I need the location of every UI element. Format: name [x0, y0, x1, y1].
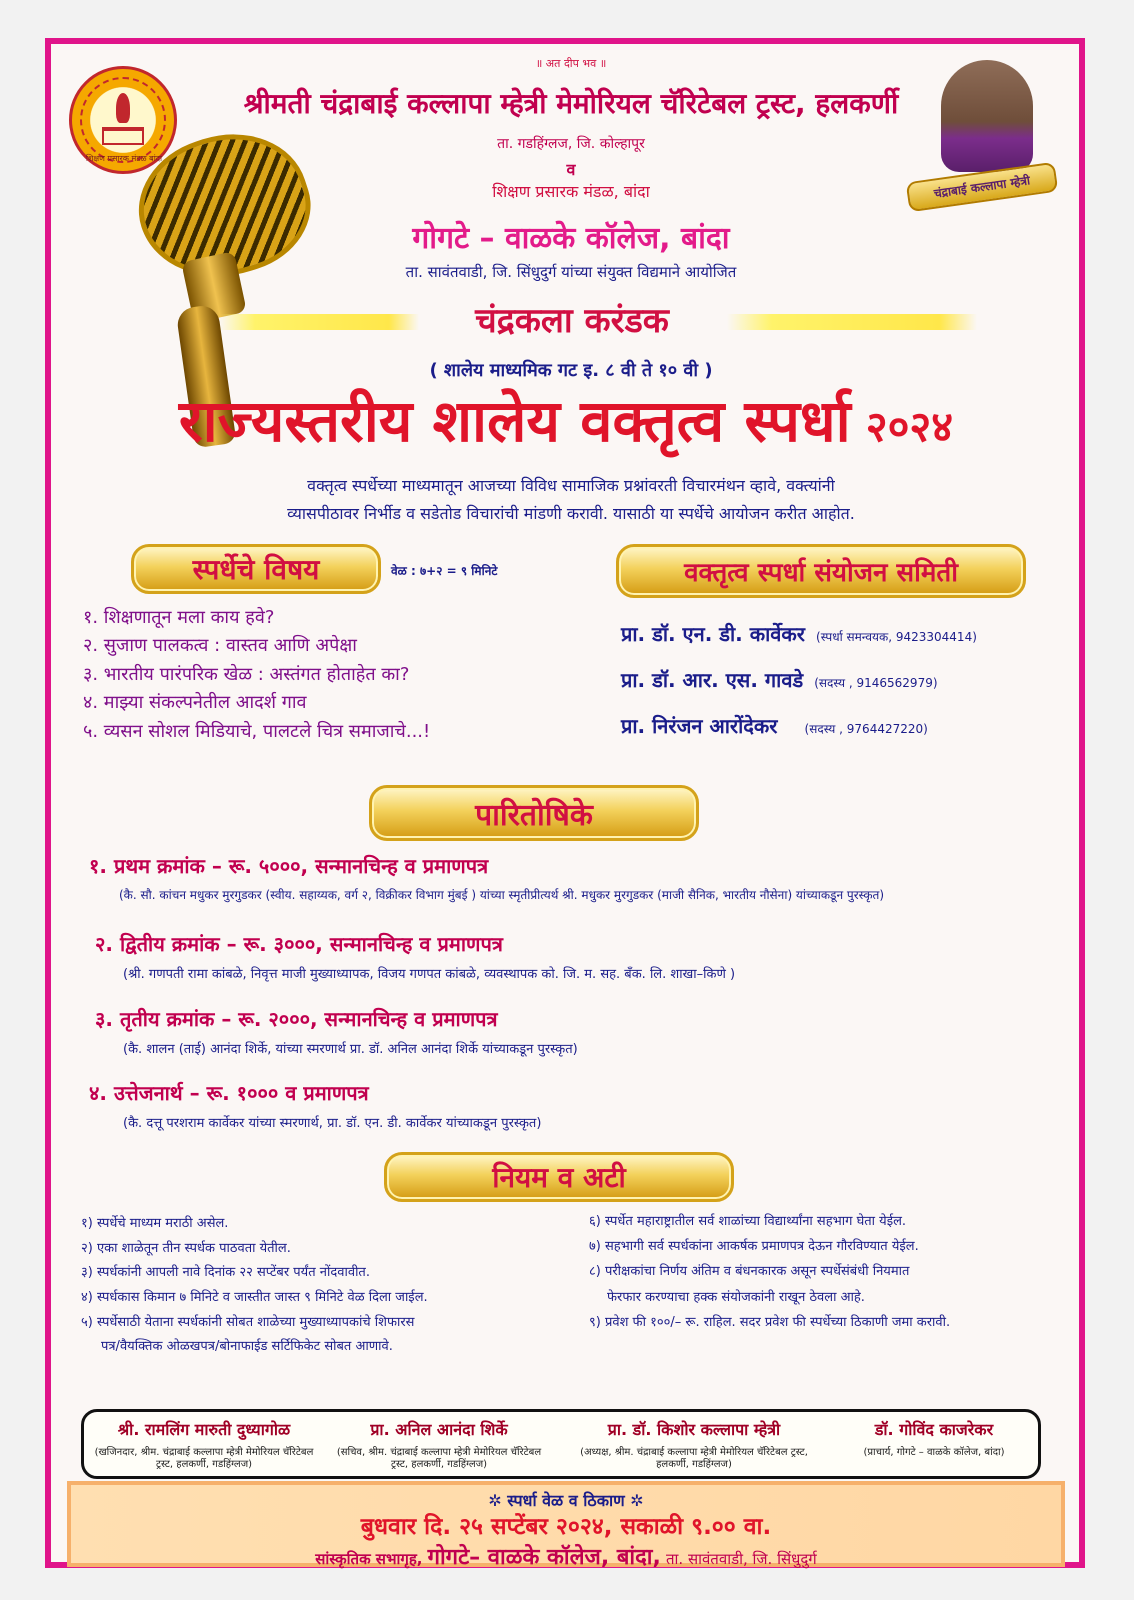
signatory: [329, 1422, 549, 1470]
group-text: ( शालेय माध्यमिक गट इ. ८ वी ते १० वी ): [429, 360, 713, 381]
prize-title: २. द्वितीय क्रमांक – रू. ३०००, सन्मानचिन्ह व प्रमाणपत्र: [95, 932, 503, 956]
venue-date: बुधवार दि. २५ सप्टेंबर २०२४, सकाळी ९.०० वा.: [360, 1514, 772, 1540]
member-role: (सदस्य , 9146562979): [814, 676, 938, 690]
rule-item: १) स्पर्धेचे माध्यम मराठी असेल.: [81, 1216, 229, 1231]
prize-item: [89, 1079, 1064, 1153]
rules-right: [589, 1209, 1069, 1335]
committee-member: [621, 712, 1071, 758]
and-text: व: [566, 160, 576, 179]
trust-address: ता. गडहिंग्लज, जि. कोल्हापूर: [497, 136, 645, 152]
time-limit: वेळ : ७+२ = ९ मिनिटे: [391, 564, 498, 578]
topic-item: ४. माझ्या संकल्पनेतील आदर्श गाव: [83, 692, 307, 714]
topic-item: १. शिक्षणातून मला काय हवे?: [83, 607, 275, 628]
signatory-desc: (खजिनदार, श्रीम. चंद्राबाई कल्लापा म्हेत्री मेमोरियल चॅरिटेबल ट्रस्ट, हलकर्णी, गडहिंग्लज): [94, 1446, 314, 1470]
rule-item: ३) स्पर्धकांनी आपली नावे दिनांक २२ सप्टेंबर पर्यंत नोंदवावीत.: [81, 1265, 370, 1281]
prize-item: [89, 930, 1064, 1005]
rules-left: [81, 1212, 561, 1360]
committee-heading: [616, 544, 1026, 598]
topic-item: ३. भारतीय पारंपरिक खेळ : अस्तंगत होताहेत का?: [83, 663, 410, 685]
motto: ॥ अत दीप भव ॥: [535, 57, 607, 70]
logo-text: शिक्षण प्रसारक मंडळ बांदा: [85, 154, 163, 163]
description: [111, 472, 1031, 528]
rules-heading-text: नियम व अटी: [492, 1161, 626, 1194]
signatory-name: प्रा. डॉ. किशोर कल्लापा म्हेत्री: [607, 1420, 781, 1439]
venue-band: [67, 1481, 1065, 1570]
committee-member: [621, 620, 1071, 666]
rule-item: २) एका शाळेतून तीन स्पर्धक पाठवता येतील.: [81, 1240, 291, 1256]
prize-title: ४. उत्तेजनार्थ – रू. १००० व प्रमाणपत्र: [89, 1081, 369, 1105]
venue-place-prefix: सांस्कृतिक सभागृह,: [315, 1550, 423, 1568]
signatory-desc: (सचिव, श्रीम. चंद्राबाई कल्लापा म्हेत्री मेमोरियल चॅरिटेबल ट्रस्ट, हलकर्णी, गडहिंग्लज): [336, 1446, 542, 1470]
signatory-desc: (प्राचार्य, गोगटे – वाळके कॉलेज, बांदा): [863, 1446, 1005, 1458]
member-name: प्रा. डॉ. आर. एस. गावडे: [621, 668, 804, 692]
signatory-name: डॉ. गोविंद काजरेकर: [874, 1420, 994, 1439]
prizes-list: [89, 852, 1064, 1153]
subtitle: चंद्रकला करंडक: [475, 301, 669, 341]
topics-heading: [131, 544, 381, 594]
rule-item: ४) स्पर्धकास किमान ७ मिनिटे व जास्तीत जास्त ९ मिनिटे वेळ दिला जाईल.: [81, 1290, 428, 1306]
venue-place-name: गोगटे– वाळके कॉलेज, बांदा,: [427, 1545, 661, 1570]
prize-item: [89, 852, 1064, 930]
trust-title: श्रीमती चंद्राबाई कल्लापा म्हेत्री मेमोरियल चॅरिटेबल ट्रस्ट, हलकर्णी: [243, 87, 899, 120]
prize-sponsor: (कै. सौ. कांचन मधुकर मुरगुडकर (स्वीय. सहाय्यक, वर्ग २, विक्रीकर विभाग मुंबई ) यांच्या स्मृतीप्रीत्यर्थ श्री. मधुकर मुरगुडकर (माजी सैनिक, भारतीय नौसेना) यांच्याकडून पुरस्कृत): [119, 888, 885, 902]
rule-item: ६) स्पर्धेत महाराष्ट्रातील सर्व शाळांच्या विद्यार्थ्यांना सहभाग घेता येईल.: [589, 1214, 907, 1229]
description-line-2: व्यासपीठावर निर्भीड व सडेतोड विचारांची मांडणी करावी. यासाठी या स्पर्धेचे आयोजन करीत आहोत.: [287, 504, 855, 523]
prize-item: [89, 1005, 1064, 1079]
signatory: [94, 1422, 314, 1470]
committee-heading-text: वक्तृत्व स्पर्धा संयोजन समिती: [684, 558, 958, 588]
portrait-caption: चंद्राबाई कल्लापा म्हेत्री: [906, 162, 1059, 213]
venue-heading: ✲ स्पर्धा वेळ व ठिकाण ✲: [488, 1491, 644, 1510]
main-title-text: राज्यस्तरीय शालेय वक्तृत्व स्पर्धा: [178, 387, 851, 455]
main-title: [91, 387, 1041, 455]
decor-bar-right: [727, 314, 977, 330]
signatories-box: [81, 1409, 1041, 1479]
college-name: गोगटे – वाळके कॉलेज, बांदा: [412, 221, 730, 256]
founder-portrait: [907, 60, 1057, 210]
prizes-heading: [369, 785, 699, 841]
rule-item: ५) स्पर्धेसाठी येताना स्पर्धकांनी सोबत शाळेच्या मुख्याध्यापकांचे शिफारस: [81, 1314, 415, 1330]
rule-item: पत्र/वैयक्तिक ओळखपत्र/बोनाफाईड सर्टिफिकेट सोबत आणावे.: [101, 1339, 393, 1355]
flame-icon: [116, 93, 130, 123]
venue-place: [71, 1541, 1061, 1571]
member-role: (सदस्य , 9764427220): [804, 722, 928, 736]
member-name: प्रा. डॉ. एन. डी. कार्वेकर: [621, 622, 805, 646]
decor-bar-left: [219, 314, 419, 330]
signatory: [574, 1422, 814, 1470]
committee-member: [621, 666, 1071, 712]
member-name: प्रा. निरंजन आरोंदेकर: [621, 714, 778, 738]
location-line: ता. सावंतवाडी, जि. सिंधुदुर्ग यांच्या संयुक्त विद्यमाने आयोजित: [405, 263, 737, 281]
prize-title: ३. तृतीय क्रमांक – रू. २०००, सन्मानचिन्ह व प्रमाणपत्र: [95, 1007, 498, 1031]
topic-item: २. सुजाण पालकत्व : वास्तव आणि अपेक्षा: [83, 635, 357, 657]
topic-item: ५. व्यसन सोशल मिडियाचे, पालटले चित्र समाजाचे...!: [83, 720, 431, 742]
prize-sponsor: (कै. दत्तू परशराम कार्वेकर यांच्या स्मरणार्थ, प्रा. डॉ. एन. डी. कार्वेकर यांच्याकडून पुरस्कृत): [123, 1116, 542, 1131]
portrait-image: [941, 60, 1033, 172]
rules-heading: [384, 1152, 734, 1202]
signatory-name: प्रा. अनिल आनंदा शिर्के: [370, 1420, 508, 1439]
prizes-heading-text: पारितोषिके: [475, 797, 593, 833]
prize-title: १. प्रथम क्रमांक – रू. ५०००, सन्मानचिन्ह व प्रमाणपत्र: [89, 854, 489, 878]
signatory: [834, 1422, 1034, 1459]
member-role: (स्पर्धा समन्वयक, 9423304414): [816, 630, 977, 644]
topics-list: [83, 604, 603, 746]
prize-sponsor: (कै. शालन (ताई) आनंदा शिर्के, यांच्या स्मरणार्थ प्रा. डॉ. अनिल आनंदा शिर्के यांच्याकडून पुरस्कृत): [123, 1042, 578, 1057]
description-line-1: वक्तृत्व स्पर्धेच्या माध्यमातून आजच्या विविध सामाजिक प्रश्नांवरती विचारमंथन व्हावे, वक्त्यांनी: [307, 476, 835, 495]
rule-item: ९) प्रवेश फी १००/– रू. राहिल. सदर प्रवेश फी स्पर्धेच्या ठिकाणी जमा करावी.: [589, 1314, 951, 1330]
signatory-name: श्री. रामलिंग मारुती दुध्यागोळ: [117, 1420, 291, 1439]
poster: [45, 38, 1085, 1568]
signatory-desc: (अध्यक्ष, श्रीम. चंद्राबाई कल्लापा म्हेत्री मेमोरियल चॅरिटेबल ट्रस्ट, हलकर्णी, गडहिंग्लज): [580, 1446, 808, 1470]
rule-item: ८) परीक्षकांचा निर्णय अंतिम व बंधनकारक असून स्पर्धेसंबंधी नियमात: [589, 1264, 910, 1280]
prize-sponsor: (श्री. गणपती रामा कांबळे, निवृत्त माजी मुख्याध्यापक, विजय गणपत कांबळे, व्यवस्थापक को. जि. म. सह. बँक. लि. शाखा–किणे ): [123, 967, 736, 982]
venue-place-suffix: ता. सावंतवाडी, जि. सिंधुदुर्ग: [665, 1550, 817, 1568]
society-name: शिक्षण प्रसारक मंडळ, बांदा: [492, 182, 650, 201]
committee-list: [621, 620, 1071, 758]
rule-item: ७) सहभागी सर्व स्पर्धकांना आकर्षक प्रमाणपत्र देऊन गौरविण्यात येईल.: [589, 1239, 919, 1255]
topics-heading-text: स्पर्धेचे विषय: [192, 553, 320, 586]
main-title-year: २०२४: [865, 402, 954, 451]
rule-item: फेरफार करण्याचा हक्क संयोजकांनी राखून ठेवला आहे.: [607, 1289, 865, 1305]
